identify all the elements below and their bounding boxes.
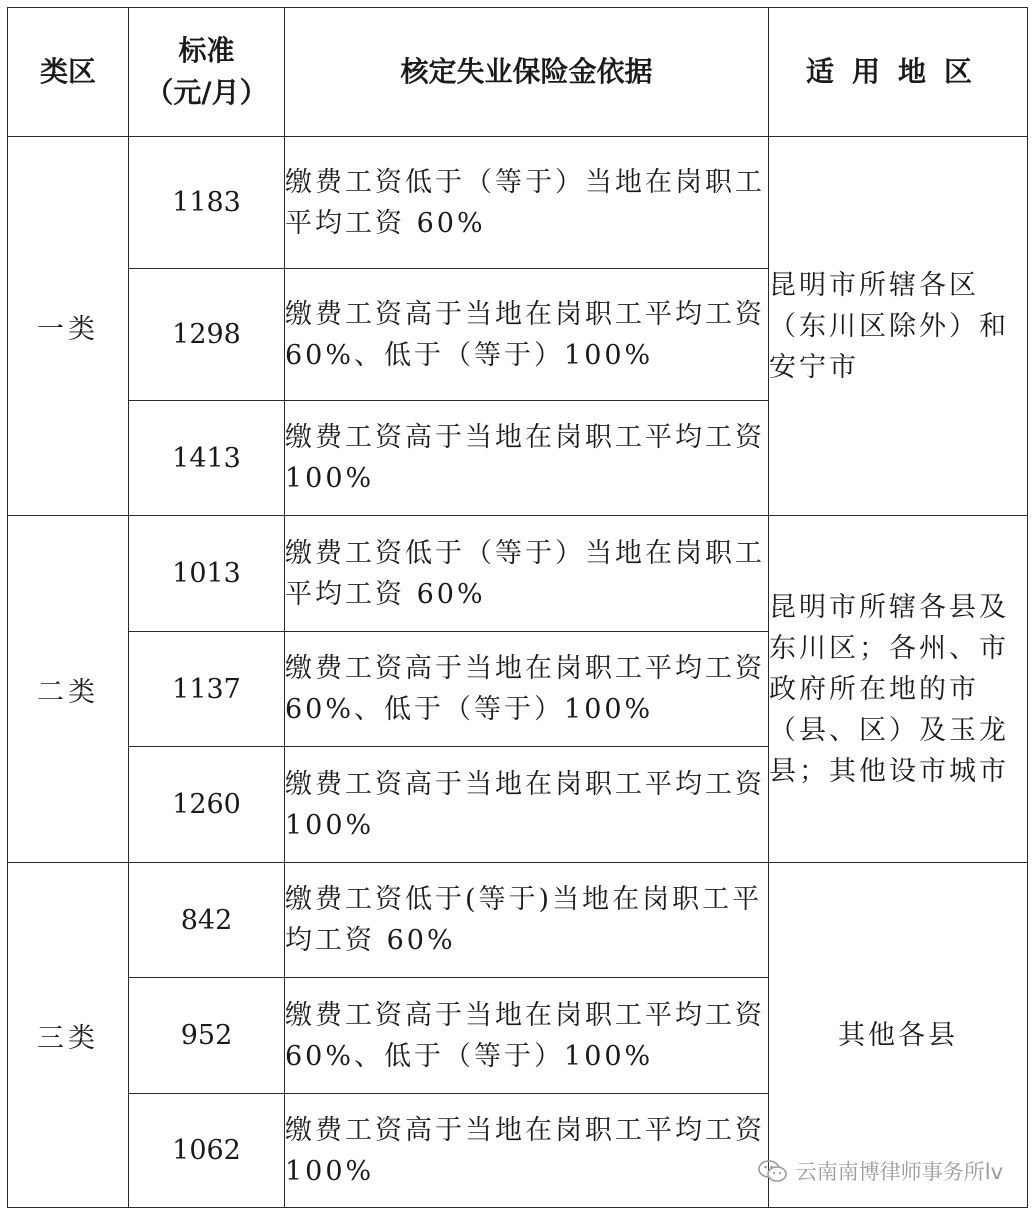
basis-cell: 缴费工资高于当地在岗职工平均工资 60%、低于（等于）100% [285, 632, 769, 747]
standard-cell: 1413 [129, 401, 285, 516]
header-category: 类区 [8, 8, 129, 137]
header-standard-line1: 标准 [178, 34, 235, 67]
basis-cell: 缴费工资低于(等于)当地在岗职工平均工资 60% [285, 863, 769, 978]
standard-cell: 1260 [129, 747, 285, 863]
category-cell: 三类 [8, 863, 129, 1208]
unemployment-insurance-table [7, 7, 1028, 1208]
header-row [8, 8, 1028, 137]
wechat-icon [758, 1159, 788, 1183]
region-cell: 昆明市所辖各县及东川区；各州、市政府所在地的市（县、区）及玉龙县；其他设市城市 [769, 516, 1028, 863]
standard-cell: 1013 [129, 516, 285, 632]
header-standard [129, 8, 285, 137]
category-cell: 一类 [8, 137, 129, 516]
basis-cell: 缴费工资高于当地在岗职工平均工资 60%、低于（等于）100% [285, 269, 769, 401]
basis-cell: 缴费工资低于（等于）当地在岗职工平均工资 60% [285, 137, 769, 269]
table-row [8, 863, 1028, 978]
region-cell: 其他各县 [769, 863, 1028, 1208]
header-basis: 核定失业保险金依据 [285, 8, 769, 137]
standard-cell: 1137 [129, 632, 285, 747]
standard-cell: 1062 [129, 1094, 285, 1208]
standard-cell: 1183 [129, 137, 285, 269]
category-cell: 二类 [8, 516, 129, 863]
table-row [8, 137, 1028, 269]
header-standard-line2: （元/月） [145, 76, 268, 109]
watermark-text: 云南南博律师事务所lv [795, 1160, 1003, 1184]
standard-cell: 842 [129, 863, 285, 978]
basis-cell: 缴费工资高于当地在岗职工平均工资 100% [285, 401, 769, 516]
standard-cell: 952 [129, 978, 285, 1094]
standard-cell: 1298 [129, 269, 285, 401]
table-row [8, 516, 1028, 632]
basis-cell: 缴费工资高于当地在岗职工平均工资 100% [285, 747, 769, 863]
basis-cell: 缴费工资低于（等于）当地在岗职工平均工资 60% [285, 516, 769, 632]
region-cell: 昆明市所辖各区（东川区除外）和安宁市 [769, 137, 1028, 516]
basis-cell: 缴费工资高于当地在岗职工平均工资 60%、低于（等于）100% [285, 978, 769, 1094]
basis-cell: 缴费工资高于当地在岗职工平均工资 100% [285, 1094, 769, 1208]
watermark [758, 1156, 1003, 1186]
header-region: 适用地区 [769, 8, 1028, 137]
